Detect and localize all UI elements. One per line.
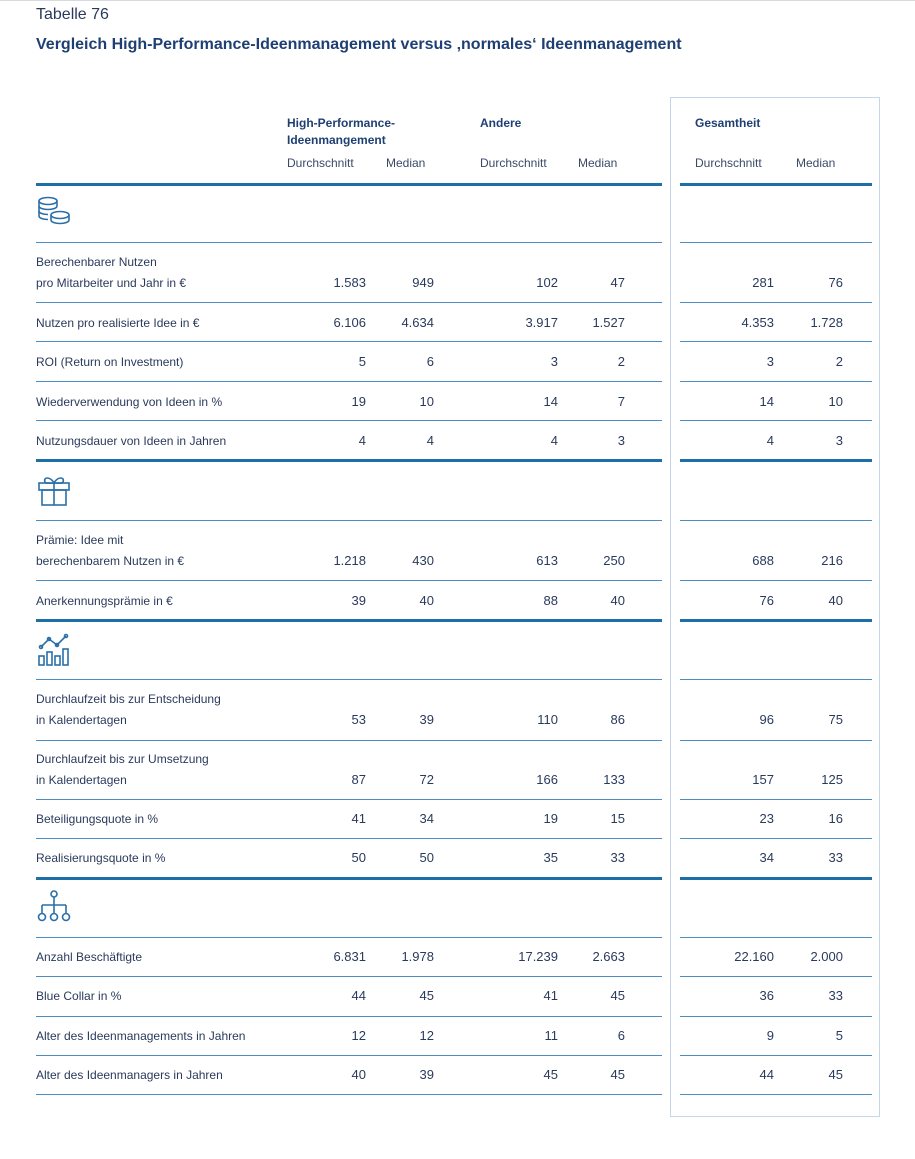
- value-cell: 4.353: [741, 315, 774, 330]
- value-cell: 11: [544, 1028, 558, 1043]
- row-divider: [680, 341, 872, 342]
- value-cell: 133: [603, 772, 625, 787]
- section-rule: [36, 619, 662, 622]
- value-cell: 72: [419, 772, 434, 787]
- subheader-average: Durchschnitt: [287, 156, 354, 170]
- row-label: Blue Collar in %: [36, 989, 122, 1003]
- row-divider: [680, 1016, 872, 1017]
- value-cell: 2.663: [592, 949, 625, 964]
- value-cell: 36: [759, 988, 774, 1003]
- value-cell: 45: [543, 1067, 558, 1082]
- value-cell: 75: [828, 712, 843, 727]
- row-divider: [680, 302, 872, 303]
- section-divider: [680, 679, 872, 680]
- value-cell: 40: [828, 593, 843, 608]
- row-divider: [36, 302, 662, 303]
- section-divider: [680, 520, 872, 521]
- section-rule: [680, 459, 872, 462]
- header-rule: [680, 183, 872, 186]
- row-divider: [36, 381, 662, 382]
- org-chart-icon: [36, 890, 72, 926]
- coins-stack-icon: [36, 194, 72, 230]
- value-cell: 40: [610, 593, 625, 608]
- value-cell: 33: [828, 850, 843, 865]
- value-cell: 688: [752, 553, 774, 568]
- value-cell: 157: [752, 772, 774, 787]
- value-cell: 1.978: [401, 949, 434, 964]
- section-divider: [36, 679, 662, 680]
- value-cell: 1.527: [592, 315, 625, 330]
- value-cell: 2.000: [810, 949, 843, 964]
- page-title: Vergleich High-Performance-Ideenmanagement versus ‚normales‘ Ideenmanagement: [36, 36, 682, 53]
- value-cell: 44: [759, 1067, 774, 1082]
- value-cell: 3: [617, 433, 625, 448]
- top-divider: [0, 0, 915, 1]
- value-cell: 6.106: [333, 315, 366, 330]
- value-cell: 15: [610, 811, 625, 826]
- value-cell: 86: [610, 712, 625, 727]
- value-cell: 3: [766, 354, 774, 369]
- section-rule: [680, 877, 872, 880]
- value-cell: 1.728: [810, 315, 843, 330]
- value-cell: 125: [821, 772, 843, 787]
- value-cell: 4: [766, 433, 774, 448]
- row-label: Durchlaufzeit bis zur Entscheidung in Kalendertagen: [36, 692, 221, 727]
- value-cell: 6.831: [333, 949, 366, 964]
- value-cell: 3.917: [525, 315, 558, 330]
- value-cell: 3: [835, 433, 843, 448]
- group-header-high-performance: High-Performance- Ideenmangement: [287, 116, 396, 147]
- bar-line-chart-icon: [36, 632, 72, 668]
- row-divider: [680, 740, 872, 741]
- subheader-median: Median: [578, 156, 618, 170]
- value-cell: 2: [835, 354, 843, 369]
- value-cell: 250: [603, 553, 625, 568]
- value-cell: 39: [351, 593, 366, 608]
- section-divider: [36, 520, 662, 521]
- value-cell: 35: [543, 850, 558, 865]
- value-cell: 4.634: [401, 315, 434, 330]
- group-header-andere: Andere: [480, 116, 522, 130]
- row-label: Anerkennungsprämie in €: [36, 594, 173, 608]
- value-cell: 76: [828, 275, 843, 290]
- row-divider: [36, 799, 662, 800]
- value-cell: 430: [412, 553, 434, 568]
- row-divider: [680, 1055, 872, 1056]
- value-cell: 949: [412, 275, 434, 290]
- value-cell: 4: [550, 433, 558, 448]
- gesamtheit-column-frame: [670, 97, 880, 1117]
- section-rule: [680, 619, 872, 622]
- row-label: Alter des Ideenmanagers in Jahren: [36, 1068, 223, 1082]
- row-label: Alter des Ideenmanagements in Jahren: [36, 1029, 246, 1043]
- table-number: Tabelle 76: [36, 6, 109, 23]
- value-cell: 45: [610, 1067, 625, 1082]
- row-label: ROI (Return on Investment): [36, 355, 184, 369]
- value-cell: 40: [351, 1067, 366, 1082]
- value-cell: 7: [617, 394, 625, 409]
- value-cell: 110: [537, 712, 558, 727]
- value-cell: 34: [759, 850, 774, 865]
- row-label: Nutzen pro realisierte Idee in €: [36, 316, 200, 330]
- value-cell: 10: [828, 394, 843, 409]
- subheader-median: Median: [386, 156, 426, 170]
- value-cell: 76: [759, 593, 774, 608]
- section-rule: [36, 459, 662, 462]
- value-cell: 47: [610, 275, 625, 290]
- value-cell: 6: [617, 1028, 625, 1043]
- row-divider: [36, 740, 662, 741]
- row-divider: [680, 799, 872, 800]
- value-cell: 16: [828, 811, 843, 826]
- value-cell: 613: [536, 553, 558, 568]
- value-cell: 87: [351, 772, 366, 787]
- value-cell: 19: [351, 394, 366, 409]
- section-rule: [36, 877, 662, 880]
- row-label: Wiederverwendung von Ideen in %: [36, 395, 223, 409]
- value-cell: 6: [426, 354, 434, 369]
- value-cell: 12: [419, 1028, 434, 1043]
- row-label: Durchlaufzeit bis zur Umsetzung in Kalendertagen: [36, 752, 209, 787]
- value-cell: 88: [543, 593, 558, 608]
- value-cell: 1.583: [333, 275, 366, 290]
- row-label: Anzahl Beschäftigte: [36, 950, 143, 964]
- value-cell: 281: [752, 275, 774, 290]
- row-label: Nutzungsdauer von Ideen in Jahren: [36, 434, 227, 448]
- value-cell: 39: [419, 712, 434, 727]
- row-label: Berechenbarer Nutzen pro Mitarbeiter und Jahr in €: [36, 255, 187, 290]
- header-rule: [36, 183, 662, 186]
- row-divider: [680, 420, 872, 421]
- row-divider: [680, 381, 872, 382]
- value-cell: 10: [419, 394, 434, 409]
- value-cell: 22.160: [734, 949, 774, 964]
- value-cell: 50: [351, 850, 366, 865]
- value-cell: 41: [543, 988, 558, 1003]
- row-divider: [36, 1055, 662, 1056]
- section-divider: [36, 937, 662, 938]
- row-divider: [36, 580, 662, 581]
- subheader-average: Durchschnitt: [480, 156, 547, 170]
- value-cell: 1.218: [333, 553, 366, 568]
- value-cell: 45: [828, 1067, 843, 1082]
- value-cell: 14: [759, 394, 774, 409]
- row-divider: [36, 341, 662, 342]
- value-cell: 41: [351, 811, 366, 826]
- value-cell: 50: [419, 850, 434, 865]
- row-label: Prämie: Idee mit berechenbarem Nutzen in €: [36, 533, 185, 568]
- row-label: Beteiligungsquote in %: [36, 812, 159, 826]
- value-cell: 216: [821, 553, 843, 568]
- value-cell: 19: [543, 811, 558, 826]
- value-cell: 34: [419, 811, 434, 826]
- row-divider: [680, 1094, 872, 1095]
- value-cell: 53: [351, 712, 366, 727]
- row-divider: [36, 1016, 662, 1017]
- group-header-gesamtheit: Gesamtheit: [695, 116, 761, 130]
- value-cell: 39: [419, 1067, 434, 1082]
- value-cell: 45: [419, 988, 434, 1003]
- value-cell: 45: [610, 988, 625, 1003]
- row-divider: [36, 420, 662, 421]
- section-divider: [680, 937, 872, 938]
- row-divider: [680, 838, 872, 839]
- value-cell: 4: [426, 433, 434, 448]
- value-cell: 33: [610, 850, 625, 865]
- value-cell: 14: [543, 394, 558, 409]
- value-cell: 44: [351, 988, 366, 1003]
- value-cell: 2: [617, 354, 625, 369]
- value-cell: 96: [759, 712, 774, 727]
- section-divider: [36, 242, 662, 243]
- subheader-average: Durchschnitt: [695, 156, 762, 170]
- value-cell: 5: [835, 1028, 843, 1043]
- row-divider: [36, 1094, 662, 1095]
- value-cell: 4: [358, 433, 366, 448]
- section-divider: [680, 242, 872, 243]
- value-cell: 166: [536, 772, 558, 787]
- value-cell: 9: [766, 1028, 774, 1043]
- value-cell: 17.239: [518, 949, 558, 964]
- row-divider: [36, 838, 662, 839]
- value-cell: 12: [351, 1028, 366, 1043]
- value-cell: 5: [358, 354, 366, 369]
- gift-icon: [36, 472, 72, 508]
- value-cell: 33: [828, 988, 843, 1003]
- value-cell: 3: [550, 354, 558, 369]
- row-label: Realisierungsquote in %: [36, 851, 166, 865]
- value-cell: 102: [536, 275, 558, 290]
- value-cell: 23: [759, 811, 774, 826]
- subheader-median: Median: [796, 156, 836, 170]
- value-cell: 40: [419, 593, 434, 608]
- row-divider: [680, 580, 872, 581]
- row-divider: [680, 976, 872, 977]
- row-divider: [36, 976, 662, 977]
